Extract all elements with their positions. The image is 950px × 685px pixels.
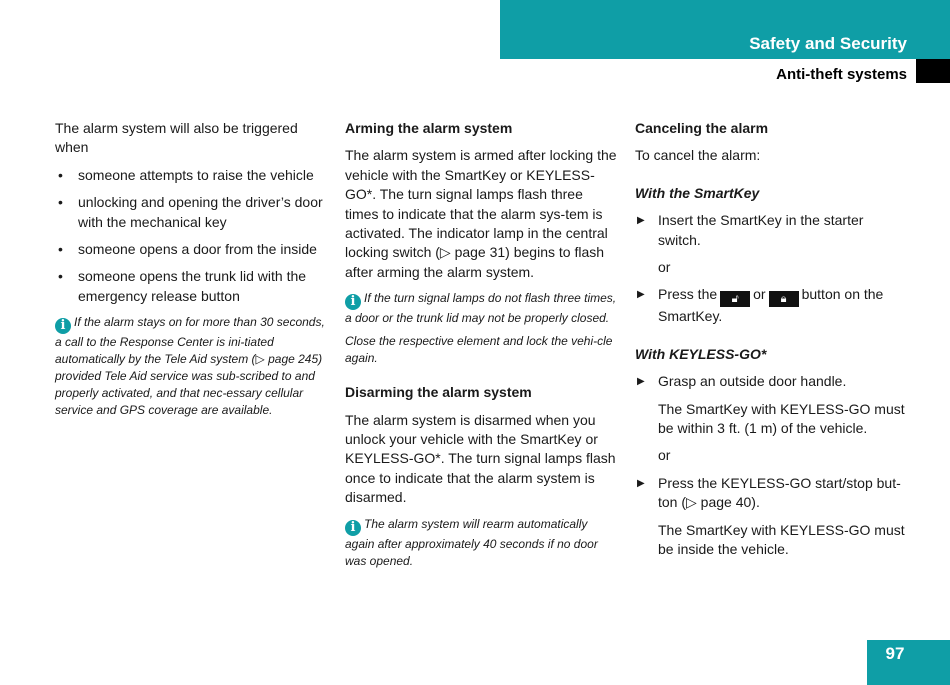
triangle-right-icon: ▶: [637, 477, 645, 489]
disarming-text: The alarm system is disarmed when you unlock your vehicle with the SmartKey or KEYLESS-GO*. The turn signal lamps flash once to indicate that the alarm system is disarmed.: [345, 411, 616, 506]
disarming-heading: Disarming the alarm system: [345, 384, 532, 401]
smartkey-subhead: With the SmartKey: [635, 184, 760, 201]
arming-note: i If the turn signal lamps do not flash three times, a door or the trunk lid may not be properly closed.: [345, 291, 617, 326]
page-number: 97: [885, 644, 905, 663]
arming-note-2: Close the respective element and lock the vehi-cle again.: [345, 334, 613, 366]
arming-heading: Arming the alarm system: [345, 120, 513, 136]
step-press-start-stop: ▶ Press the KEYLESS-GO start/stop but-ton (▷ page 40).: [637, 474, 901, 511]
list-item: • someone opens the trunk lid with the emergency release button: [58, 268, 307, 304]
intro-text: The alarm system will also be triggered when: [55, 120, 298, 156]
info-icon: i: [345, 294, 361, 310]
info-icon: i: [55, 318, 71, 334]
canceling-intro: To cancel the alarm:: [635, 147, 761, 164]
step-press-button: ▶ Press the 🔓︎ or 🔒︎ button on the SmartKey.: [637, 286, 884, 325]
step-note: The SmartKey with KEYLESS-GO must be within 3 ft. (1 m) of the vehicle.: [658, 400, 905, 437]
info-icon: i: [345, 520, 361, 536]
trigger-list: [55, 166, 330, 306]
bullet-icon: •: [58, 268, 63, 285]
bullet-icon: •: [58, 166, 63, 183]
column-2: [345, 119, 620, 576]
step-insert-smartkey: ▶ Insert the SmartKey in the starter switch.: [637, 212, 864, 248]
list-item: • someone opens a door from the inside: [55, 240, 330, 259]
bullet-icon: •: [58, 194, 63, 211]
canceling-heading: Canceling the alarm: [635, 120, 769, 136]
triangle-right-icon: ▶: [637, 376, 645, 388]
step-note: The SmartKey with KEYLESS-GO must be inside the vehicle.: [658, 521, 905, 558]
or-text: or: [658, 447, 671, 464]
list-item: • someone attempts to raise the vehicle: [55, 166, 330, 185]
thumb-tab: [916, 59, 950, 83]
step-grasp-handle: ▶ Grasp an outside door handle.: [635, 372, 910, 391]
subsection-title: Anti-theft systems: [776, 66, 907, 83]
column-1: [55, 119, 330, 425]
disarming-note: i The alarm system will rearm automatically again after approximately 40 seconds if no door was opened.: [345, 516, 598, 568]
bullet-icon: •: [58, 241, 63, 258]
keyless-subhead: With KEYLESS-GO*: [635, 345, 767, 362]
section-title: Safety and Security: [749, 34, 907, 53]
unlock-icon: 🔓︎: [720, 291, 750, 307]
triangle-right-icon: ▶: [637, 289, 645, 301]
or-text: or: [658, 259, 671, 276]
triangle-right-icon: ▶: [637, 215, 645, 227]
column-3: [635, 119, 910, 568]
arming-text: The alarm system is armed after locking the vehicle with the SmartKey or KEYLESS-GO*. The turn signal lamps flash three times to indicate that the alarm sys-tem is activated. The indicator lamp in the central locking switch (▷ page 31) begins to flash after arming the alarm system.: [345, 147, 617, 280]
tele-aid-note: i If the alarm stays on for more than 30 seconds, a call to the Response Center is ini-tiated automatically by the Tele Aid system (▷ page 245) provided Tele Aid service was sub-scribed to and properly activated, and that nec-essary cellular service and GPS coverage are available.: [55, 315, 325, 418]
lock-icon: 🔒︎: [769, 291, 799, 307]
list-item: • unlocking and opening the driver’s door with the mechanical key: [58, 194, 323, 230]
